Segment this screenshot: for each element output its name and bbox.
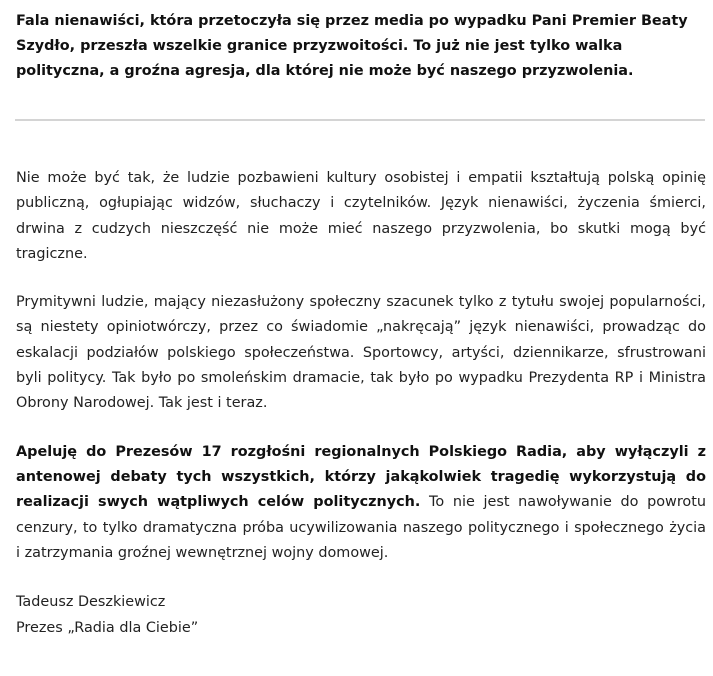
section-divider bbox=[15, 119, 705, 121]
paragraph-3 bbox=[16, 440, 706, 566]
article-lead: Fala nienawiści, która przetoczyła się przez media po wypadku Pani Premier Beaty Szydło, przeszła wszelkie granice przyzwoitości. To już nie jest tylko walka polityczna, a groźna agresja, dla której nie może być naszego przyzwolenia. bbox=[16, 13, 688, 79]
appeal-bold-text: Apeluję do Prezesów 17 rozgłośni regionalnych Polskiego Radia, aby wyłączyli z antenowej debaty tych wszystkich, którzy jakąkolwiek tragedię wykorzystują do realizacji swych wątpliwych celów politycznych. bbox=[16, 443, 706, 511]
signature-title: Prezes „Radia dla Ciebie” bbox=[16, 620, 199, 637]
paragraph-1: Nie może być tak, że ludzie pozbawieni kultury osobistej i empatii kształtują polską opinię publiczną, ogłupiając widzów, słuchaczy i czytelników. Język nienawiści, życzenia śmierci, drwina z cudzych nieszczęść nie może mieć naszego przyzwolenia, bo skutki mogą być tragiczne. bbox=[16, 170, 706, 262]
paragraph-2: Prymitywni ludzie, mający niezasłużony społeczny szacunek tylko z tytułu swojej popularności, są niestety opiniotwórczy, przez co świadomie „nakręcają” język nienawiści, prowadząc do eskalacji podziałów polskiego społeczeństwa. Sportowcy, artyści, dziennikarze, sfrustrowani byli politycy. Tak było po smoleńskim dramacie, tak było po wypadku Prezydenta RP i Ministra Obrony Narodowej. Tak jest i teraz. bbox=[16, 294, 706, 412]
appeal-rest-text: To nie jest nawoływanie do powrotu cenzury, to tylko dramatyczna próba ucywilizowania naszego politycznego i społecznego życia i zatrzymania groźnej wewnętrznej wojny domowej. bbox=[16, 494, 706, 561]
article-body bbox=[16, 166, 706, 641]
signature-name: Tadeusz Deszkiewicz bbox=[16, 594, 166, 611]
